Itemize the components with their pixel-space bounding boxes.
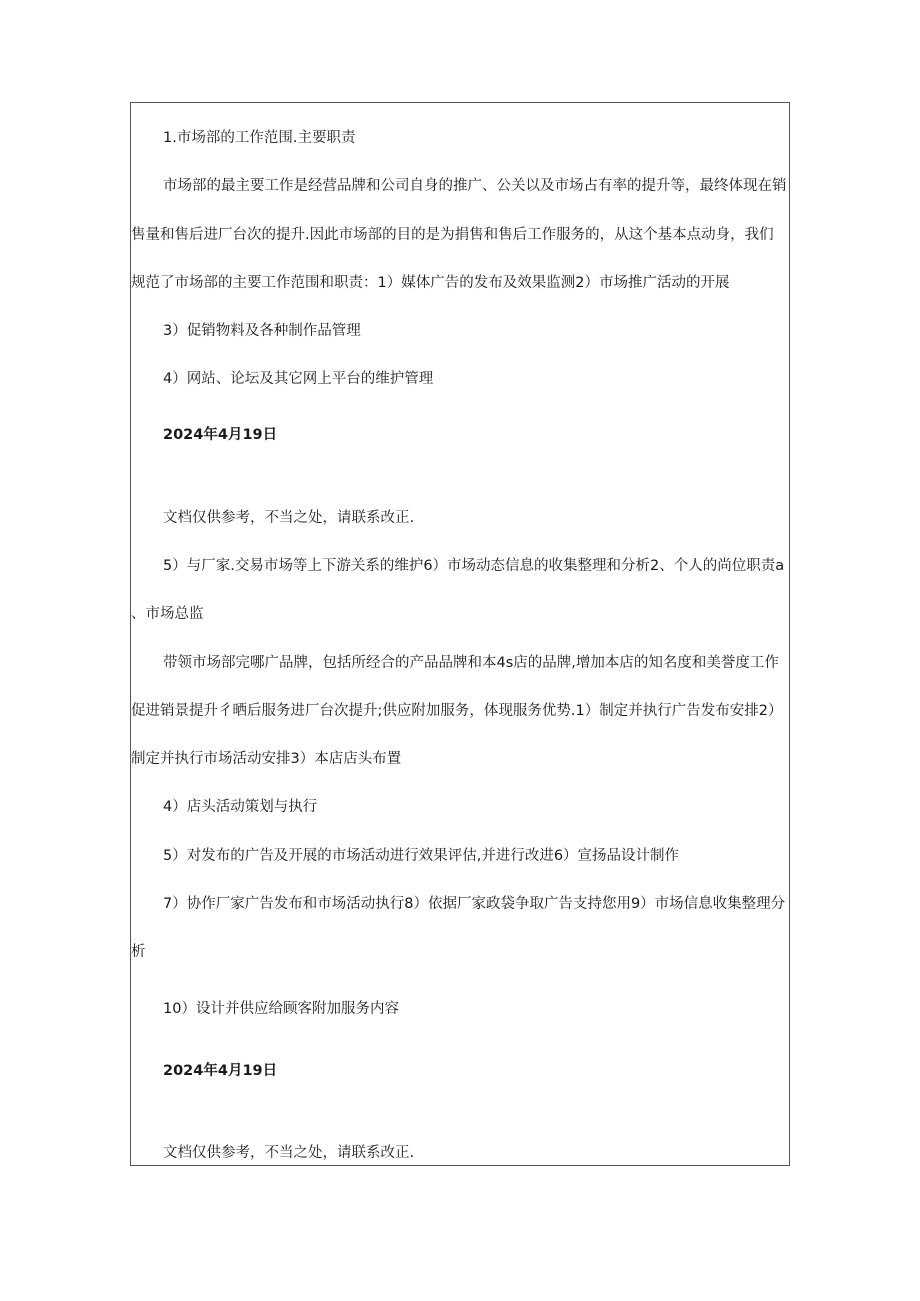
list-item: 10）设计并供应给顾客附加服务内容 bbox=[163, 1001, 399, 1017]
paragraph-line: 规范了市场部的主要工作范围和职责：1）媒体广告的发布及效果监测2）市场推广活动的开展 bbox=[131, 275, 730, 291]
date-line: 2024年4月19日 bbox=[163, 427, 278, 443]
paragraph-line: 制定并执行市场活动安排3）本店店头布置 bbox=[131, 751, 402, 767]
paragraph-line: 市场部的最主要工作是经营品牌和公司自身的推广、公关以及市场占有率的提升等，最终体现在销 bbox=[163, 178, 787, 194]
list-item-continuation: 析 bbox=[131, 944, 146, 960]
date-line: 2024年4月19日 bbox=[163, 1063, 278, 1079]
footer-note: 文档仅供参考，不当之处，请联系改正. bbox=[163, 1145, 415, 1161]
footer-note: 文档仅供参考，不当之处，请联系改正. bbox=[163, 510, 415, 526]
list-item: 7）协作厂家广告发布和市场活动执行8）依据厂家政袋争取广告支持您用9）市场信息收集整理分 bbox=[163, 896, 786, 912]
list-item: 5）对发布的广告及开展的市场活动进行效果评估,并进行改进6）宣扬品设计制作 bbox=[163, 848, 680, 864]
list-item: 4）店头活动策划与执行 bbox=[163, 799, 318, 815]
section-heading: 1.市场部的工作范围.主要职责 bbox=[163, 130, 356, 146]
paragraph-line: 带领市场部完哪广品牌，包括所经合的产品品牌和本4s店的品牌,增加本店的知名度和美誉度工作 bbox=[163, 655, 779, 671]
paragraph-line: 促进销景提升彳晒后服务进厂台次提升;供应附加服务，体现服务优势.1）制定并执行广告发布安排2） bbox=[131, 703, 783, 719]
list-item: 4）网站、论坛及其它网上平台的维护管理 bbox=[163, 371, 434, 387]
list-item: 3）促销物料及各种制作品管理 bbox=[163, 323, 361, 339]
list-item-continuation: 、市场总监 bbox=[131, 606, 204, 622]
list-item: 5）与厂家.交易市场等上下游关系的维护6）市场动态信息的收集整理和分析2、个人的尚位职责a bbox=[163, 558, 785, 574]
paragraph-line: 售量和售后进厂台次的提升.因此市场部的目的是为捐售和售后工作服务的，从这个基本点动身，我们 bbox=[131, 227, 774, 243]
